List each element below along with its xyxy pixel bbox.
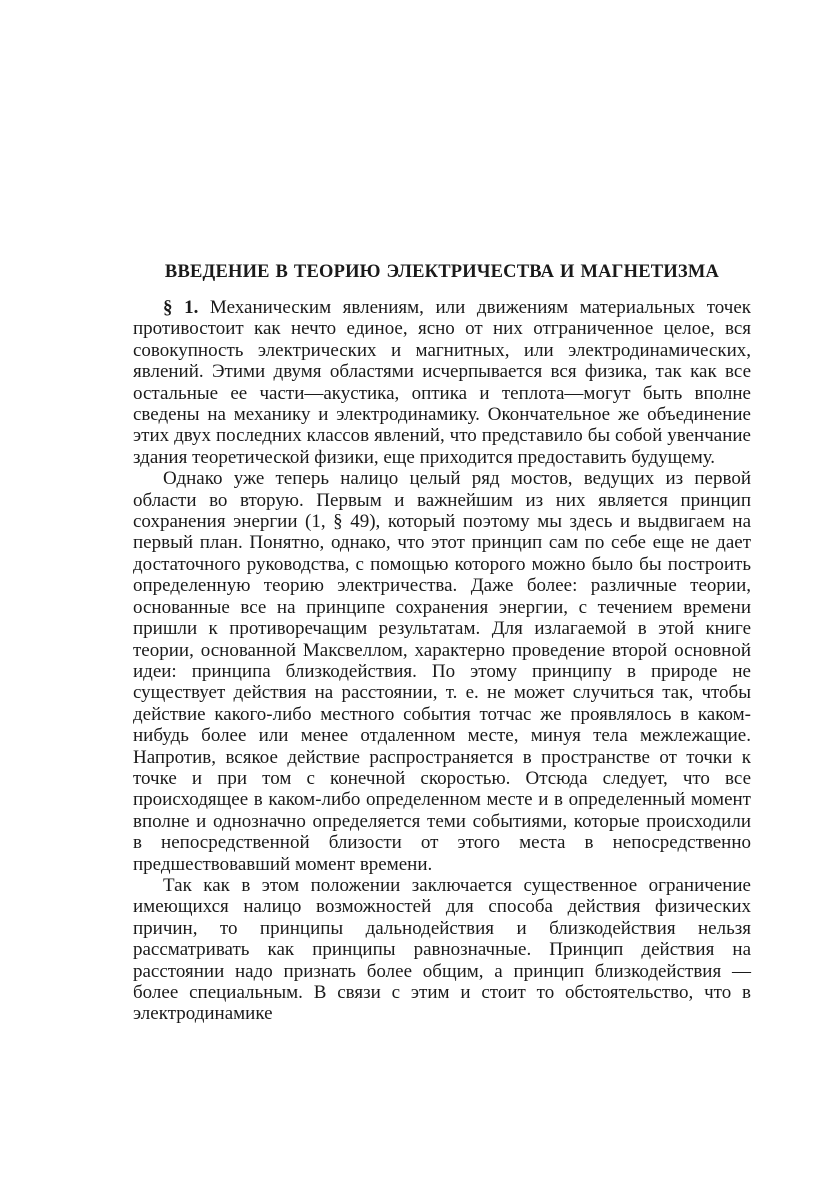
paragraph-3: Так как в этом положении заключается существенное ограничение имеющихся налицо возможностей для способа действия физических причин, то принципы дальнодействия и близкодействия нельзя рассматривать как принципы равнозначные. Принцип действия на расстоянии надо признать более общим, а принцип близкодействия — более специальным. В связи с этим и стоит то обстоятельство, что в электродинамике bbox=[133, 874, 751, 1025]
paragraph-2: Однако уже теперь налицо целый ряд мостов, ведущих из первой области во вторую. Первым и важнейшим из них является принцип сохранения энергии (1, § 49), который поэтому мы здесь и выдвигаем на первый план. Понятно, однако, что этот принцип сам по себе еще не дает достаточного руководства, с помощью которого можно было бы построить определенную теорию электричества. Даже более: различные теории, основанные все на принципе сохранения энергии, с течением времени пришли к противоречащим результатам. Для излагаемой в этой книге теории, основанной Максвеллом, характерно проведение второй основной идеи: принципа близкодействия. По этому принципу в природе не существует действия на расстоянии, т. е. не может случиться так, чтобы действие какого-либо местного события тотчас же проявлялось в каком-нибудь более или менее отдаленном месте, минуя тела межлежащие. Напротив, всякое действие распространяется в пространстве от точки к точке и при том с конечной скоростью. Отсюда следует, что все происходящее в каком-либо определенном месте и в определенный момент вполне и однозначно определяется теми событиями, которые происходили в непосредственной близости от этого места в непосредственно предшествовавший момент времени. bbox=[133, 468, 751, 875]
paragraph-1-text: Механическим явлениям, или движениям материальных точек противостоит как нечто единое, ясно от них отграниченное целое, вся совокупность электрических и магнитных, или электродинамических, явлений. Этими двумя областями исчерпывается вся физика, так как все остальные ее части—акустика, оптика и теплота—могут быть вполне сведены на механику и электродинамику. Окончательное же объединение этих двух последних классов явлений, что представило бы собой увенчание здания теоретической физики, еще приходится предоставить будущему. bbox=[133, 297, 751, 468]
paragraph-1 bbox=[133, 297, 751, 468]
chapter-title: ВВЕДЕНИЕ В ТЕОРИЮ ЭЛЕКТРИЧЕСТВА И МАГНЕТИЗМА bbox=[164, 262, 720, 282]
section-mark: § 1. bbox=[163, 297, 199, 318]
page bbox=[133, 262, 751, 1025]
